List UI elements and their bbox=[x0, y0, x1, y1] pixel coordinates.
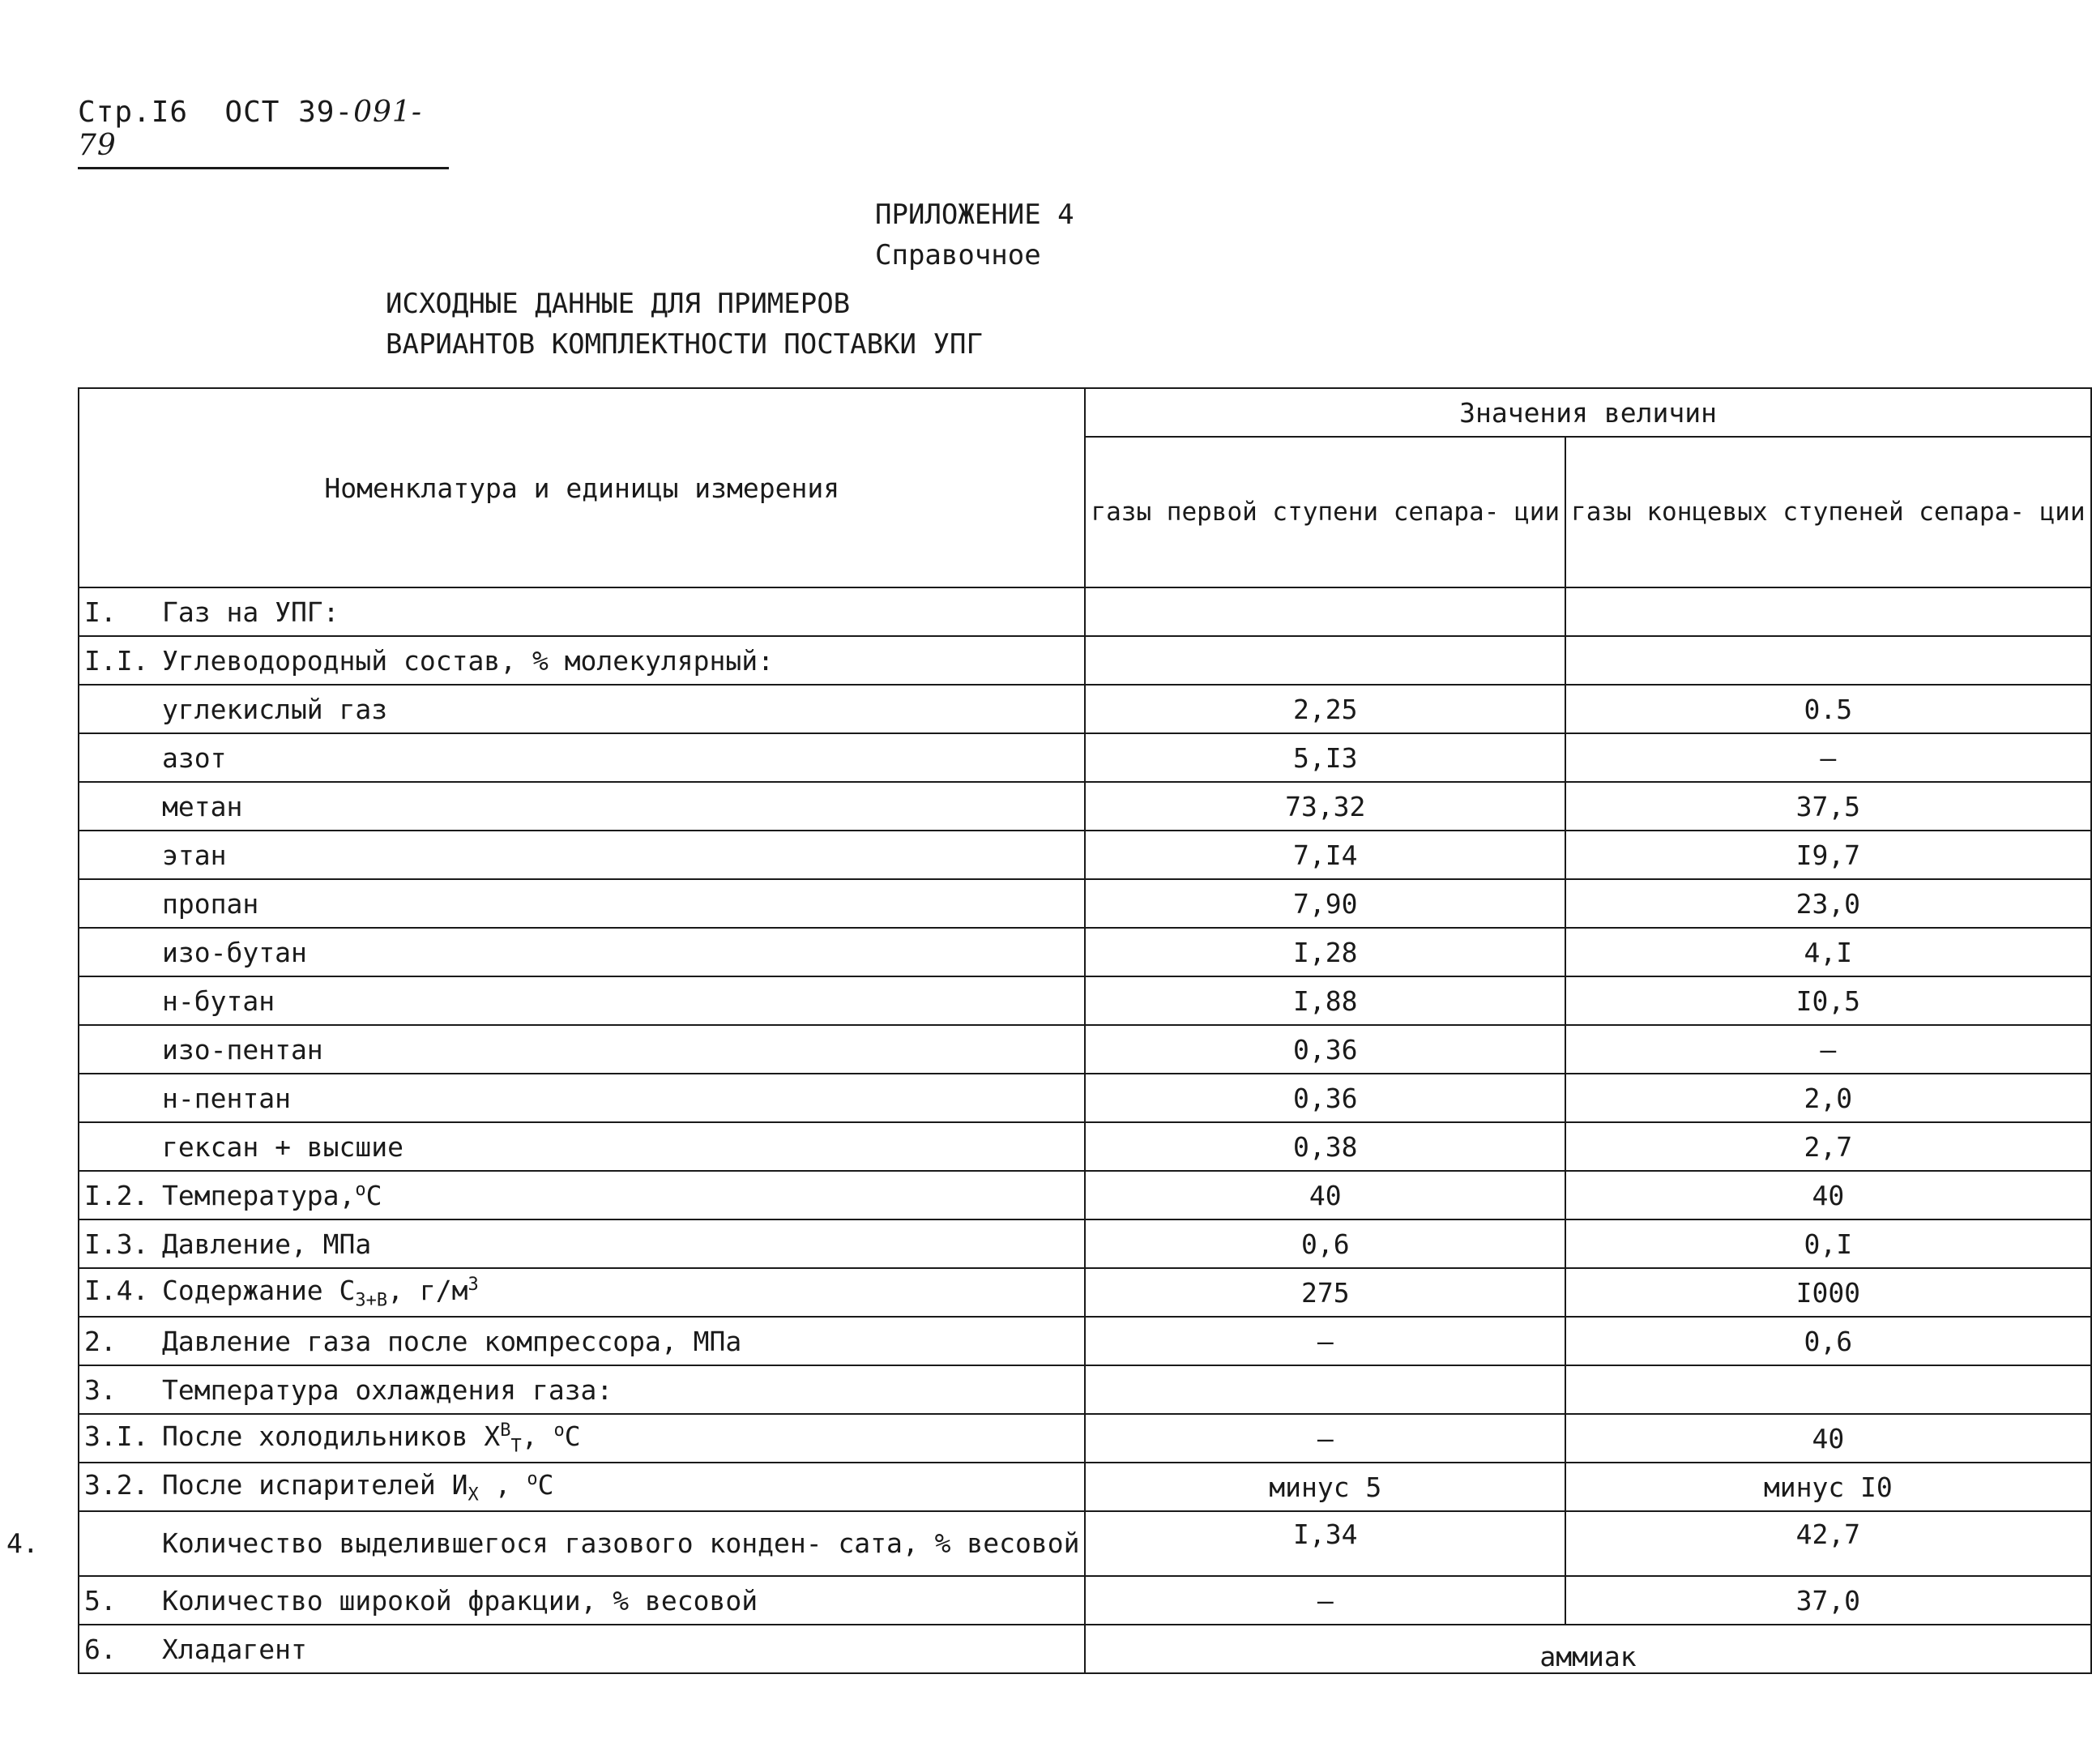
table-row: изо-пентан 0,36 – bbox=[79, 1025, 2091, 1074]
table-row: I. Газ на УПГ: bbox=[79, 587, 2091, 636]
table-row: I.I. Углеводородный состав, % молекулярный: bbox=[79, 636, 2091, 685]
appendix-type: Справочное bbox=[875, 239, 1041, 271]
table-row: н-пентан 0,36 2,0 bbox=[79, 1074, 2091, 1122]
header-first-stage: газы первой ступени сепара- ции bbox=[1085, 437, 1565, 587]
table-row: азот 5,I3 – bbox=[79, 733, 2091, 782]
header-values: Значения величин bbox=[1085, 388, 2090, 437]
table-row: этан 7,I4 I9,7 bbox=[79, 831, 2091, 879]
table-row-refrigerant: 6. Хладагент аммиак bbox=[79, 1625, 2091, 1673]
data-table bbox=[6, 387, 2092, 1674]
appendix-block bbox=[875, 194, 1074, 275]
table-row: пропан 7,90 23,0 bbox=[79, 879, 2091, 928]
table-row-cooling: 3. Температура охлаждения газа: bbox=[79, 1365, 2091, 1414]
table-row-condensate: 4. Количество выделившегося газового конден- сата, % весовой I,34 42,7 bbox=[79, 1511, 2091, 1576]
table-row-coolers: 3.I. После холодильников $X^В_Т$, $^o$C – 40 bbox=[79, 1414, 2091, 1463]
title-line-2: ВАРИАНТОВ КОМПЛЕКТНОСТИ ПОСТАВКИ УПГ bbox=[386, 328, 983, 361]
table-row-content: I.4. Содержание $C_{3+В}$, $г/м^3$ 275 I000 bbox=[79, 1268, 2091, 1317]
header-final-stage: газы концевых ступеней сепара- ции bbox=[1565, 437, 2091, 587]
table-row-temperature: I.2. Температура,$^o$C 40 40 bbox=[79, 1171, 2091, 1219]
table-row: гексан + высшие 0,38 2,7 bbox=[79, 1122, 2091, 1171]
title-line-1: ИСХОДНЫЕ ДАННЫЕ ДЛЯ ПРИМЕРОВ bbox=[386, 288, 851, 320]
page-number: Стр.I6 bbox=[78, 96, 189, 129]
table-row-fraction: 5. Количество широкой фракции, % весовой – 37,0 bbox=[79, 1576, 2091, 1625]
document-title bbox=[386, 284, 983, 365]
header-nomenclature: Номенклатура и единицы измерения bbox=[79, 388, 1085, 587]
appendix-label: ПРИЛОЖЕНИЕ 4 bbox=[875, 199, 1074, 231]
standard-code: ОСТ 39- bbox=[224, 96, 354, 129]
table-row-compressor: 2. Давление газа после компрессора, МПа – 0,6 bbox=[79, 1317, 2091, 1365]
table-row: метан 73,32 37,5 bbox=[79, 782, 2091, 831]
page-header bbox=[78, 96, 449, 169]
standard-handwritten-number: 091-79 bbox=[78, 96, 423, 162]
table-row: н-бутан I,88 I0,5 bbox=[79, 976, 2091, 1025]
table-row-pressure: I.3. Давление, МПа 0,6 0,I bbox=[79, 1219, 2091, 1268]
table-row: углекислый газ 2,25 0.5 bbox=[79, 685, 2091, 733]
table-row-evaporators: 3.2. После испарителей $И_Х$ , $^o$C минус 5 минус I0 bbox=[79, 1463, 2091, 1511]
table-row: изо-бутан I,28 4,I bbox=[79, 928, 2091, 976]
